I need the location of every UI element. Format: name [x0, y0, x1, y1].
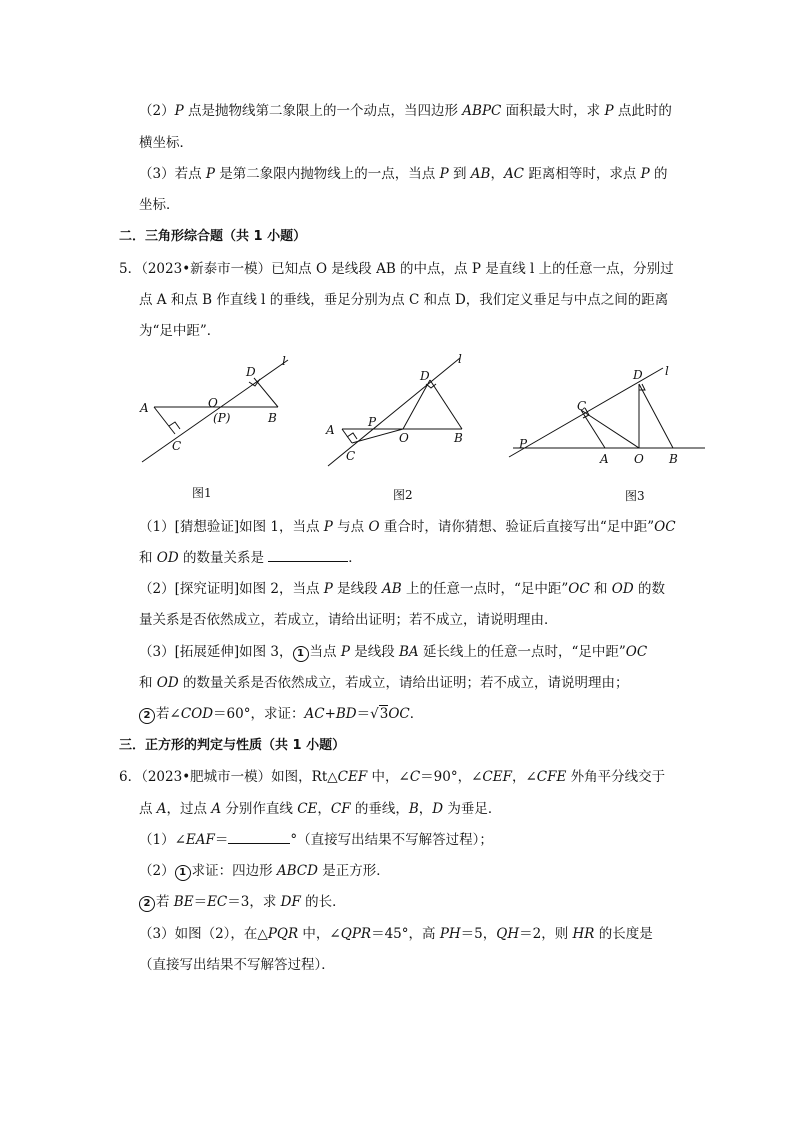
- q5-stem-line1: 5．（2023•新泰市一模）已知点 O 是线段 AB 的中点，点 P 是直线 l 上的任意一点，分别过: [119, 261, 674, 277]
- fig1-label-p: (P): [213, 411, 231, 425]
- fig2-label-c: C: [346, 449, 356, 463]
- fig3-label-d: D: [633, 368, 643, 382]
- q5-part2-line1: （2）[探究证明]如图 2，当点 P 是线段 AB 上的任意一点时，“足中距”OC 和 OD 的数: [139, 581, 665, 597]
- q5-part1-line2: 和 OD 的数量关系是 ．: [139, 550, 362, 566]
- q5-part2-line2: 量关系是否依然成立，若成立，请给出证明；若不成立，请说明理由．: [139, 612, 558, 628]
- q5-answer-blank: [268, 548, 348, 562]
- q5-part3-line3: 2 若∠COD＝60°，求证：AC+BD＝√3OC．: [139, 704, 423, 724]
- section-3-heading: 三．正方形的判定与性质（共 1 小题）: [119, 738, 346, 753]
- circled-number-1: 1: [293, 646, 309, 662]
- q5-part1-line1: （1）[猜想验证]如图 1，当点 P 与点 O 重合时，请你猜想、验证后直接写出“足中距”OC: [139, 519, 676, 535]
- fig1-label-a: A: [140, 401, 149, 415]
- q6-answer-blank: [228, 830, 290, 844]
- fig2-label-d: D: [420, 369, 430, 383]
- q6-stem-line1: 6．（2023•肥城市一模）如图，Rt△CEF 中，∠C＝90°，∠CEF，∠CFE 外角平分线交于: [119, 769, 666, 785]
- q6-part1: （1）∠EAF＝ °（直接写出结果不写解答过程）；: [139, 832, 493, 848]
- fig3-label-l: l: [665, 364, 669, 378]
- q6-part3-line2: （直接写出结果不写解答过程）．: [139, 957, 335, 973]
- q6-stem-line2: 点 A，过点 A 分别作直线 CE，CF 的垂线，B，D 为垂足．: [139, 801, 502, 817]
- circled-number-1: 1: [175, 865, 191, 881]
- sqrt-radicand: 3: [379, 706, 389, 722]
- fig3-label-p: P: [519, 437, 528, 451]
- fig3-label-b: B: [669, 452, 678, 466]
- q6-part2-line1: （2） 1 求证：四边形 ABCD 是正方形．: [139, 863, 390, 879]
- fig2-label-o: O: [399, 431, 409, 445]
- q4-part3-line1: （3）若点 P 是第二象限内抛物线上的一点，当点 P 到 AB，AC 距离相等时，求点 P 的: [139, 166, 668, 182]
- q4-part2-line2: 横坐标．: [139, 135, 193, 151]
- circled-number-2: 2: [139, 708, 155, 724]
- figure-2-caption: 图2: [393, 488, 413, 502]
- fig3-label-a: A: [600, 452, 609, 466]
- section-2-heading: 二．三角形综合题（共 1 小题）: [119, 229, 307, 244]
- fig2-label-p: P: [368, 415, 377, 429]
- q5-stem-line3: 为“足中距”．: [139, 323, 221, 339]
- fig2-label-b: B: [454, 431, 463, 445]
- fig3-label-c: C: [577, 399, 587, 413]
- figure-3: [505, 360, 710, 474]
- fig1-label-o: O: [208, 396, 218, 410]
- q4-part3-line2: 坐标．: [139, 197, 180, 213]
- q6-part2-line2: 2 若 BE＝EC＝3，求 DF 的长．: [139, 892, 346, 912]
- figure-1-caption: 图1: [192, 486, 212, 500]
- q4-part2-line1: （2）P 点是抛物线第二象限上的一个动点，当四边形 ABPC 面积最大时，求 P 点此时的: [139, 103, 672, 119]
- q6-part3-line1: （3）如图（2），在△PQR 中，∠QPR＝45°，高 PH＝5，QH＝2，则 HR 的长度是: [139, 926, 653, 942]
- sqrt-symbol: √: [370, 706, 379, 722]
- fig1-label-c: C: [172, 439, 182, 453]
- circled-number-2: 2: [139, 896, 155, 912]
- q5-part3-line2: 和 OD 的数量关系是否依然成立，若成立，请给出证明；若不成立，请说明理由；: [139, 675, 629, 691]
- fig1-label-l: l: [282, 354, 286, 368]
- fig2-label-l: l: [458, 352, 462, 366]
- fig1-label-d: D: [246, 365, 256, 379]
- fig3-label-o: O: [634, 452, 644, 466]
- fig2-label-a: A: [326, 423, 335, 437]
- q5-stem-line2: 点 A 和点 B 作直线 l 的垂线，垂足分别为点 C 和点 D，我们定义垂足与中点之间的距离: [139, 292, 669, 308]
- figure-2: [320, 350, 480, 476]
- q5-part3-line1: （3）[拓展延伸]如图 3， 1 当点 P 是线段 BA 延长线上的任意一点时，“足中距”OC: [139, 644, 648, 660]
- figure-1: [130, 350, 310, 474]
- fig1-label-b: B: [268, 411, 277, 425]
- figure-3-caption: 图3: [625, 489, 645, 503]
